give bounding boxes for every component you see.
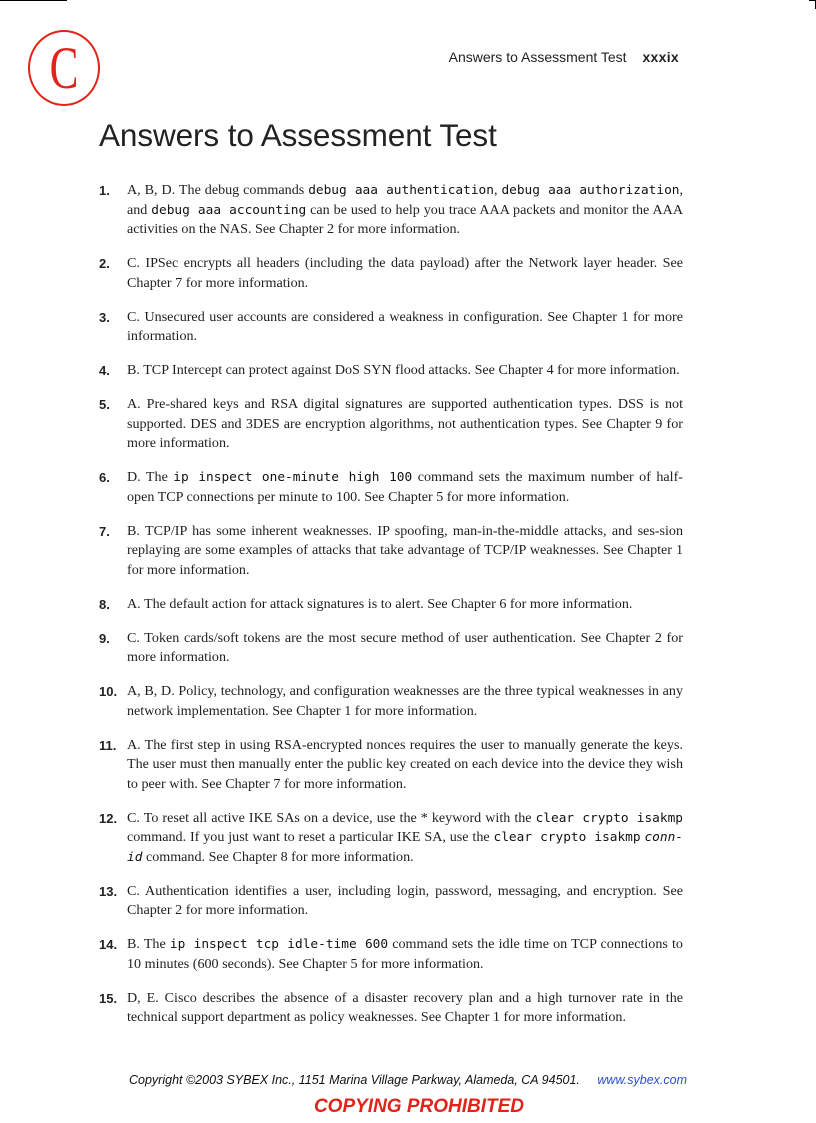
answer-number: 8.	[99, 596, 110, 612]
answer-number: 12.	[99, 810, 118, 826]
answer-text-segment: C. Unsecured user accounts are considered a weakness in configuration. See Chapter 1 for more information.	[127, 308, 683, 344]
answer-text	[127, 630, 683, 666]
answer-text-segment: A. The first step in using RSA-encrypted nonces requires the user to manually generate the keys. The user must then manually enter the public key created on each device into the device they wish to peer with. See Chapter 7 for more information.	[127, 736, 683, 792]
answer-text-segment: B. The	[127, 936, 170, 952]
answer-number: 5.	[99, 397, 110, 412]
answer-item	[99, 395, 683, 454]
answer-text-segment: A, B, D. The debug commands	[127, 182, 309, 198]
answer-text	[127, 683, 683, 719]
answer-text-segment: C. To reset all active IKE SAs on a device, use the * keyword with the	[127, 809, 536, 826]
answer-item	[99, 882, 683, 921]
answer-text	[127, 596, 632, 612]
answer-text-segment: C. IPSec encrypts all headers (including the data payload) after the Network layer header. See Chapter 7 for more information.	[127, 255, 683, 291]
answer-item	[99, 308, 683, 347]
answer-text	[127, 936, 683, 972]
answer-text-segment: can be used to help you trace AAA packets and monitor the AAA activities on the NAS. See Chapter 2 for more information.	[127, 201, 684, 237]
answer-number: 9.	[99, 630, 110, 646]
command-code: clear crypto isakmp	[493, 830, 641, 845]
answer-text	[127, 990, 683, 1026]
answer-text-segment: A. The default action for attack signatures is to alert. See Chapter 6 for more information.	[127, 595, 633, 612]
answer-number: 4.	[99, 363, 110, 378]
answer-number: 11.	[99, 737, 117, 753]
answer-text-segment: A. Pre-shared keys and RSA digital signatures are supported authentication types. DSS is not supported. DES and 3DES are encryption algorithms, not authentication types. See Chapter 9 for more information.	[127, 396, 683, 451]
answer-number: 14.	[99, 937, 118, 952]
answer-text	[127, 883, 683, 919]
page-title: Answers to Assessment Test	[99, 117, 497, 153]
answer-item	[99, 809, 683, 868]
answer-item	[99, 736, 683, 795]
copyright-seal-icon	[28, 30, 100, 106]
command-code: clear crypto isakmp	[535, 810, 683, 826]
answer-text-segment: command sets the maximum number of half-open TCP connections per minute to 100. See Chapter 5 for more information.	[127, 469, 683, 505]
answer-text-segment: C. Authentication identifies a user, including login, password, messaging, and encryption. See Chapter 2 for more information.	[127, 882, 683, 918]
answer-text	[127, 810, 683, 865]
answer-text-segment: B. TCP Intercept can protect against DoS SYN flood attacks. See Chapter 4 for more information.	[127, 362, 680, 378]
answer-text-segment: D, E. Cisco describes the absence of a disaster recovery plan and a high turnover rate in the technical support department as policy weaknesses. See Chapter 1 for more information.	[127, 989, 683, 1025]
answer-text	[127, 469, 683, 505]
answer-text-segment: command. If you just want to reset a particular IKE SA, use the	[127, 829, 494, 845]
answer-item	[99, 935, 683, 974]
answer-number: 1.	[99, 183, 110, 198]
answer-number: 15.	[99, 990, 118, 1006]
seal-letter: C	[49, 35, 79, 101]
answer-item	[99, 468, 683, 507]
command-code: ip inspect one-minute high 100	[173, 470, 413, 485]
answer-text	[127, 396, 683, 451]
command-code: debug aaa authentication	[308, 183, 494, 198]
answer-text-segment: B. TCP/IP has some inherent weaknesses. IP spoofing, man-in-the-middle attacks, and ses-sion replaying are some examples of attacks that take advantage of TCP/IP weaknesses. See Chapter 1 for more information.	[127, 522, 683, 578]
answer-item	[99, 181, 683, 240]
answer-item	[99, 361, 683, 381]
top-rule	[0, 0, 67, 1]
command-code: debug aaa authorization	[501, 183, 680, 198]
corner-crop-mark	[809, 0, 816, 9]
answer-text-segment: command. See Chapter 8 for more information.	[142, 848, 414, 865]
answer-number: 7.	[99, 523, 110, 539]
answer-number: 3.	[99, 309, 110, 325]
answer-text	[127, 737, 683, 792]
answer-item	[99, 595, 683, 615]
answer-text	[127, 182, 683, 237]
answer-text-segment: A, B, D. Policy, technology, and configuration weaknesses are the three typical weaknesses in any network implementation. See Chapter 1 for more information.	[127, 683, 683, 719]
answer-text-segment: D. The	[127, 469, 174, 485]
answer-text	[127, 523, 683, 578]
answer-item	[99, 682, 683, 721]
running-header	[449, 49, 679, 65]
answer-text-segment: ,	[493, 182, 502, 198]
command-argument: conn-id	[127, 830, 683, 865]
answer-text-segment: command sets the idle time on TCP connections to 10 minutes (600 seconds). See Chapter 5 for more information.	[127, 936, 683, 972]
copying-prohibited-notice: COPYING PROHIBITED	[313, 1096, 525, 1117]
answer-text	[127, 309, 683, 345]
command-code: debug aaa accounting	[151, 202, 307, 218]
answer-text	[127, 255, 683, 291]
answer-number: 13.	[99, 883, 118, 899]
answer-item	[99, 989, 683, 1028]
answer-text-segment: , and	[127, 182, 684, 218]
answer-item	[99, 254, 683, 293]
answers-list	[99, 181, 683, 1042]
answer-item	[99, 522, 683, 581]
copyright-text: Copyright ©2003 SYBEX Inc., 1151 Marina Village Parkway, Alameda, CA 94501.	[129, 1073, 580, 1087]
command-code: ip inspect tcp idle-time 600	[169, 937, 389, 952]
copyright-footer	[0, 1073, 816, 1087]
publisher-link[interactable]: www.sybex.com	[597, 1073, 687, 1087]
running-title: Answers to Assessment Test	[448, 49, 627, 65]
answer-text-segment: C. Token cards/soft tokens are the most secure method of user authentication. See Chapter 2 for more information.	[127, 629, 683, 665]
answer-item	[99, 629, 683, 668]
answer-number: 6.	[99, 470, 110, 485]
answer-number: 10.	[99, 684, 118, 699]
page-number: xxxix	[642, 49, 679, 65]
answer-number: 2.	[99, 256, 110, 271]
answer-text	[127, 362, 680, 378]
